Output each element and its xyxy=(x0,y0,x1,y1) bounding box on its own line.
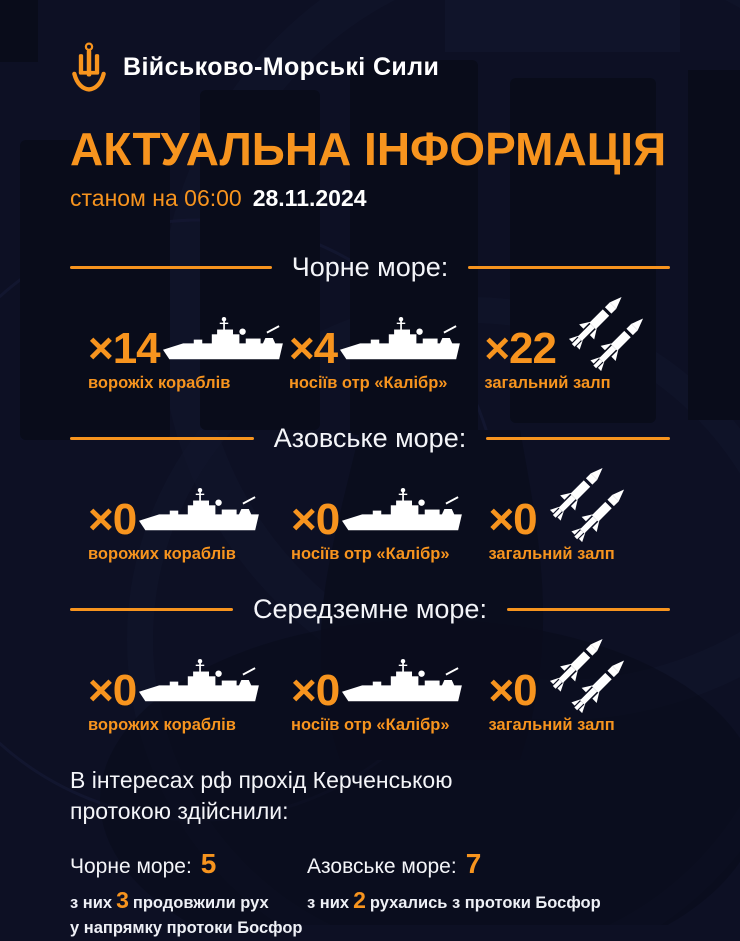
missiles-icon xyxy=(541,637,633,713)
org-name: Військово-Морські Сили xyxy=(123,52,440,81)
as-of-time: станом на 06:00 xyxy=(70,185,242,211)
header xyxy=(70,0,670,92)
page-title: АКТУАЛЬНА ІНФОРМАЦІЯ xyxy=(70,123,667,175)
missiles-icon xyxy=(560,295,652,371)
kerch-entry-black-sea xyxy=(70,848,307,941)
stat-enemy-ships xyxy=(88,637,291,735)
sea-name: Азовське море: xyxy=(307,855,457,879)
detail-text-line2: у напрямку протоки Босфор xyxy=(70,919,303,938)
stat-count: ×14 xyxy=(88,323,160,373)
kerch-heading: В інтересах рф прохід Керченською протокою здійснили: xyxy=(70,767,453,825)
divider-line xyxy=(507,608,670,611)
section-header xyxy=(70,252,670,283)
detail-prefix: з них xyxy=(307,894,350,913)
stat-count: ×0 xyxy=(291,494,340,544)
divider-line xyxy=(468,266,670,269)
detail-text: рухались з протоки Босфор xyxy=(369,894,601,913)
stats-row xyxy=(70,466,670,564)
missiles-icon xyxy=(541,466,633,542)
stat-label: ворожих кораблів xyxy=(88,716,236,734)
kerch-detail xyxy=(70,884,307,941)
sea-count: 5 xyxy=(200,848,217,880)
report-date: 28.11.2024 xyxy=(252,185,367,211)
stat-enemy-ships xyxy=(88,295,289,393)
stat-count: ×0 xyxy=(488,665,537,715)
stat-enemy-ships xyxy=(88,466,291,564)
stat-total-salvo xyxy=(488,466,652,564)
divider-line xyxy=(486,437,670,440)
stat-count: ×22 xyxy=(484,323,556,373)
stat-kalibr-carriers xyxy=(291,466,488,564)
warship-icon xyxy=(342,658,464,710)
stats-row xyxy=(70,637,670,735)
stat-label: ворожіх кораблів xyxy=(88,374,231,392)
section-header xyxy=(70,594,670,625)
warship-icon xyxy=(163,316,285,368)
divider-line xyxy=(70,608,233,611)
stat-count: ×0 xyxy=(88,665,137,715)
subtitle xyxy=(70,185,670,212)
stat-label: загальний залп xyxy=(484,374,611,392)
stat-label: носіїв отр «Калібр» xyxy=(288,374,448,392)
section-header xyxy=(70,423,670,454)
warship-icon xyxy=(340,316,462,368)
section-title: Азовське море: xyxy=(273,423,467,453)
kerch-detail xyxy=(307,884,670,917)
section-title: Середземне море: xyxy=(253,594,487,624)
kerch-entry-azov-sea xyxy=(307,848,670,941)
sea-sections xyxy=(70,252,670,735)
stat-label: носіїв отр «Калібр» xyxy=(291,545,450,563)
stat-label: загальний залп xyxy=(488,716,615,734)
stat-kalibr-carriers xyxy=(291,637,488,735)
section-mediterranean-sea xyxy=(70,594,670,735)
navy-trident-anchor-icon xyxy=(70,42,108,92)
stat-count: ×0 xyxy=(488,494,537,544)
stat-label: носіїв отр «Калібр» xyxy=(291,716,450,734)
stat-label: ворожих кораблів xyxy=(88,545,236,563)
kerch-entries xyxy=(70,848,670,941)
stat-count: ×0 xyxy=(88,494,137,544)
stat-total-salvo xyxy=(488,637,652,735)
stat-count: ×0 xyxy=(291,665,340,715)
section-title: Чорне море: xyxy=(291,252,449,282)
warship-icon xyxy=(139,658,261,710)
stat-total-salvo xyxy=(484,295,652,393)
warship-icon xyxy=(139,487,261,539)
stat-kalibr-carriers xyxy=(289,295,484,393)
divider-line xyxy=(70,266,272,269)
detail-prefix: з них xyxy=(70,894,113,913)
sea-count: 7 xyxy=(465,848,482,880)
detail-number: 3 xyxy=(116,887,129,914)
divider-line xyxy=(70,437,254,440)
kerch-strait-block xyxy=(70,765,670,941)
section-black-sea xyxy=(70,252,670,393)
warship-icon xyxy=(342,487,464,539)
stat-count: ×4 xyxy=(288,323,338,373)
detail-number: 2 xyxy=(353,887,366,914)
stats-row xyxy=(70,295,670,393)
section-azov-sea xyxy=(70,423,670,564)
detail-text: продовжили рух xyxy=(132,894,269,913)
stat-label: загальний залп xyxy=(488,545,615,563)
sea-name: Чорне море: xyxy=(70,855,192,879)
